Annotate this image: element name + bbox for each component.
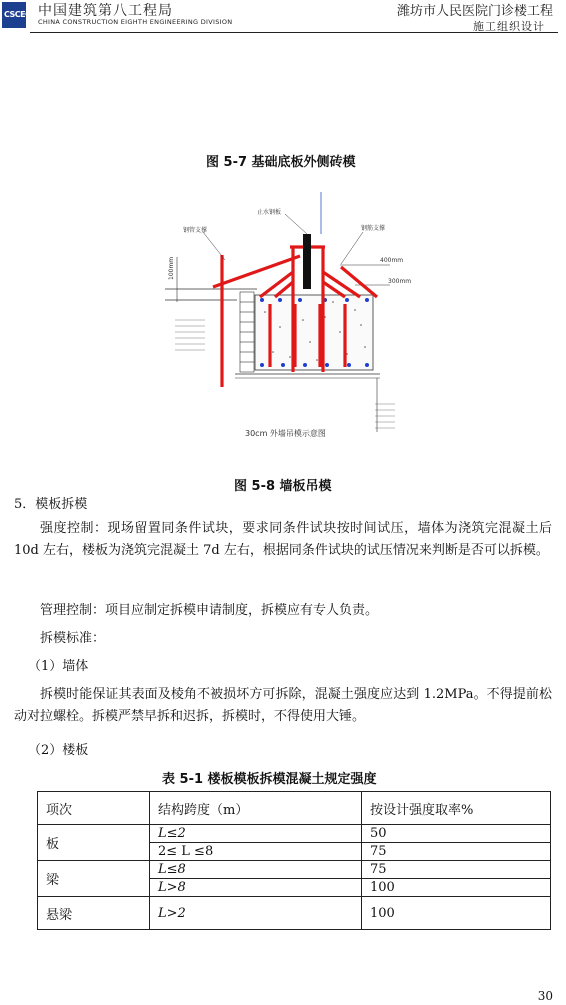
label-steel-tube: 钢管支撑	[183, 227, 208, 234]
label-waterstop: 止水钢板	[257, 209, 282, 216]
table-header-row	[38, 792, 551, 825]
section-title: 5．模板拆模	[14, 497, 88, 512]
header-rate: 按设计强度取率%	[362, 792, 551, 825]
table-row	[38, 825, 551, 843]
header-item: 项次	[38, 792, 150, 825]
header-divider	[30, 32, 558, 33]
table-5-1-caption: 表 5-1 楼板模板拆模混凝土规定强度	[162, 772, 377, 787]
row-rate: 50	[362, 825, 551, 843]
leader-right	[341, 232, 363, 264]
row-rate: 75	[362, 861, 551, 879]
figure-5-8-caption: 图 5-8 墙板吊模	[234, 479, 332, 494]
dim-100-label: 100mm	[168, 256, 175, 280]
wall-formwork-drawing	[165, 192, 412, 442]
left-annotation-lines	[175, 320, 205, 350]
row-span: L>8	[150, 879, 362, 897]
company-logo	[2, 2, 31, 28]
company-name-en: CHINA CONSTRUCTION EIGHTH ENGINEERING DIVISION	[38, 18, 233, 26]
item-wall: （1）墙体	[28, 659, 89, 674]
paragraph-removal-standard: 拆模标准：	[40, 631, 106, 646]
document-type: 施工组织设计	[473, 20, 545, 33]
page-number: 30	[537, 989, 553, 1003]
row-span: 2≤ L ≤8	[150, 843, 362, 861]
row-span: L≤2	[150, 825, 362, 843]
row-item-cantilever: 悬梁	[38, 897, 150, 930]
waterstop-steel-plate	[303, 234, 311, 289]
row-item-slab: 板	[38, 825, 150, 861]
row-rate: 100	[362, 879, 551, 897]
project-title: 潍坊市人民医院门诊楼工程	[396, 4, 553, 19]
drawing-note: 30cm 外墙吊模示意图	[245, 429, 326, 438]
right-annotation-lines	[375, 404, 395, 428]
row-item-beam: 梁	[38, 861, 150, 897]
item-floor-slab: （2）楼板	[28, 743, 89, 758]
paragraph-strength-control: 强度控制：现场留置同条件试块，要求同条件试块按时间试压，墙体为浇筑完混凝土后 10d 左右，楼板为浇筑完混凝土 7d 左右，根据同条件试块的试压情况来判断是否可以拆模。	[14, 521, 552, 558]
paragraph-management-control: 管理控制：项目应制定拆模申请制度，拆模应有专人负责。	[40, 603, 379, 618]
label-rebar-support: 钢筋支撑	[361, 225, 386, 232]
paragraph-wall: 拆模时能保证其表面及棱角不被损坏方可拆除，混凝土强度应达到 1.2MPa。不得提前松动对拉螺栓。拆模严禁早拆和迟拆，拆模时，不得使用大锤。	[14, 687, 552, 724]
brick-wall	[240, 292, 254, 372]
leader-left	[203, 232, 225, 260]
leader-top	[285, 214, 307, 234]
row-rate: 100	[362, 897, 551, 930]
formwork-removal-strength-table	[37, 791, 551, 930]
header-span: 结构跨度（m）	[150, 792, 362, 825]
concrete-slab	[255, 295, 373, 370]
table-row	[38, 897, 551, 930]
table-row	[38, 861, 551, 879]
logo-text: CSCEC	[4, 10, 31, 19]
row-span: L>2	[150, 897, 362, 930]
row-rate: 75	[362, 843, 551, 861]
row-span: L≤8	[150, 861, 362, 879]
dim-300-label: 300mm	[388, 278, 412, 285]
dim-400-label: 400mm	[380, 257, 404, 264]
figure-5-7-caption: 图 5-7 基础底板外侧砖模	[206, 155, 356, 170]
company-name-cn: 中国建筑第八工程局	[38, 3, 173, 19]
